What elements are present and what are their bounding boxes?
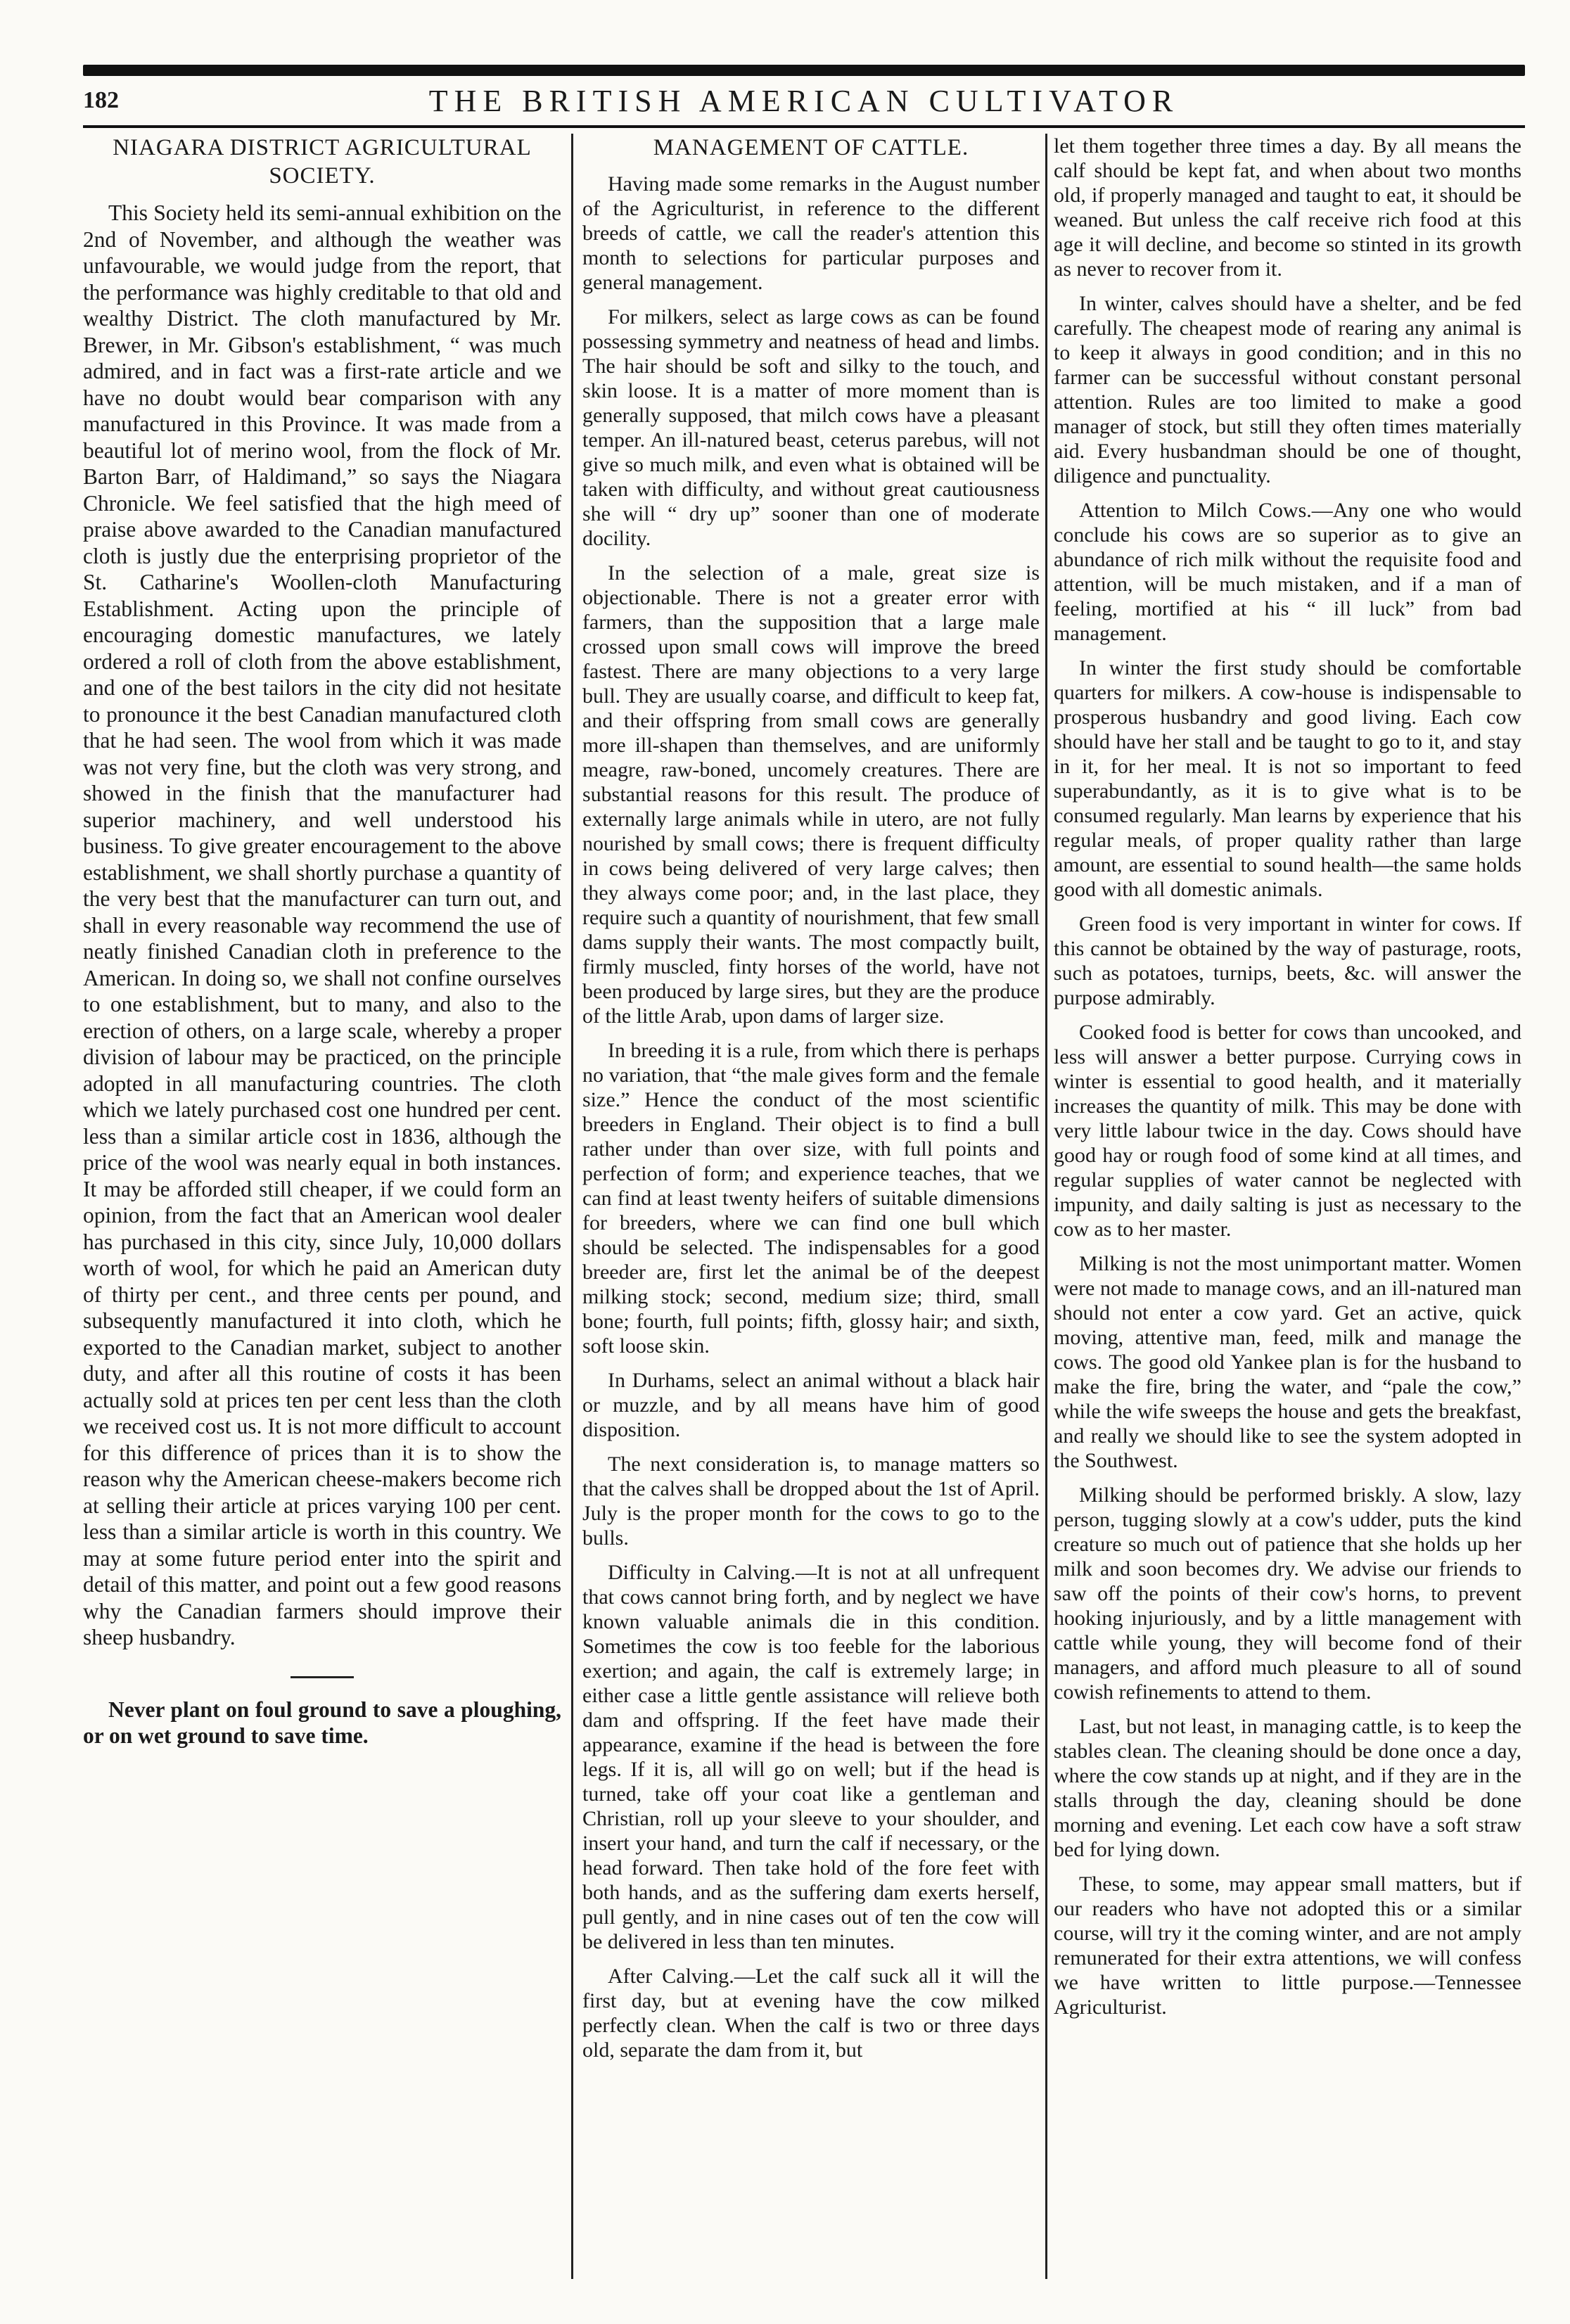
article-paragraph: Having made some remarks in the August number of the Agriculturist, in reference to the different breeds of cattle, we call the reader's attention this month to selections for particular purposes and general management. [582,172,1040,294]
article-paragraph: Difficulty in Calving.—It is not at all unfrequent that cows cannot bring forth, and by neglect we have known valuable animals die in this condition. Sometimes the cow is too feeble for the laborious exertion; and again, the calf is extremely large; in either case a little gentle assistance will relieve both dam and offspring. If the feet have made their appearance, examine if the head is between the fore legs. If it is, all will go on well; but if the head is turned, take off your coat like a gentleman and Christian, roll up your sleeve to your shoulder, and insert your hand, and turn the calf if necessary, or the head forward. Then take hold of the fore feet with both hands, and as the suffering dam exerts herself, pull gently, and in nine cases out of ten the cow will be delivered in less than ten minutes. [582,1561,1040,1953]
column-1 [83,134,561,2272]
top-rule [83,65,1525,76]
column-2 [582,134,1040,2272]
article-paragraph: For milkers, select as large cows as can be found possessing symmetry and neatness of head and limbs. The hair should be soft and silky to the touch, and skin loose. It is a matter of more moment than is generally supposed, that milch cows have a pleasant temper. An ill-natured beast, ceterus parebus, will not give so much milk, and even what is obtained will be taken with difficulty, and without great cautiousness she will “ dry up” sooner than one of moderate docility. [582,305,1040,550]
article-title: MANAGEMENT OF CATTLE. [653,135,969,160]
article-paragraph: After Calving.—Let the calf suck all it will the first day, but at evening have the cow milked perfectly clean. When the calf is two or three days old, separate the dam from it, but [582,1965,1040,2062]
page-number: 182 [83,87,119,113]
column-3 [1054,134,1521,2272]
masthead: THE BRITISH AMERICAN CULTIVATOR [428,84,1180,118]
article-paragraph: Attention to Milch Cows.—Any one who would conclude his cows are so superior as to give an abundance of rich milk without the requisite food and attention, will be much mistaken, and if a man of feeling, mortified at his “ ill luck” from bad management. [1054,499,1521,645]
article-paragraph: In the selection of a male, great size is objectionable. There is not a greater error with farmers, than the supposition that a large male crossed upon small cows will improve the breed fastest. There are many objections to a very large bull. They are usually coarse, and difficult to keep fat, and their offspring from small cows are generally more ill-shapen than themselves, and are uniformly meagre, raw-boned, uncomely creatures. There are substantial reasons for this result. The produce of externally large animals while in utero, are not fully nourished by small cows; there is frequent difficulty in cows being delivered of very large calves; then they always come poor; and, in the last place, they require such a quantity of nourishment, that few small dams supply their wants. The most compactly built, firmly muscled, finty horses of the world, have not been produced by large sires, but they are the produce of the little Arab, upon dams of larger size. [582,561,1040,1028]
column-divider [571,134,573,2279]
article-paragraph: Cooked food is better for cows than uncooked, and less will answer a better purpose. Currying cows in winter is essential to good health, and it materially increases the quantity of milk. This may be done with very little labour twice in the day. Cows should have good hay or rough food of some kind at all times, and regular supplies of water cannot be neglected with impunity, and daily salting is just as necessary to the cow as to her master. [1054,1021,1521,1241]
filler-note: Never plant on foul ground to save a ploughing, or on wet ground to save time. [83,1697,561,1748]
article-paragraph: The next consideration is, to manage matters so that the calves shall be dropped about the 1st of April. July is the proper month for the cows to go to the bulls. [582,1452,1040,1550]
article-paragraph: Milking is not the most unimportant matter. Women were not made to manage cows, and an ill-natured man should not enter a cow yard. Get an active, quick moving, attentive man, feed, milk and manage the cows. The good old Yankee plan is for the husband to make the fire, bring the water, and “pale the cow,” while the wife sweeps the house and gets the breakfast, and really we should like to see the system adopted in the Southwest. [1054,1252,1521,1472]
article-paragraph: In Durhams, select an animal without a black hair or muzzle, and by all means have him of good disposition. [582,1369,1040,1441]
article-paragraph: Green food is very important in winter for cows. If this cannot be obtained by the way of pasturage, roots, such as potatoes, turnips, beets, &c. will answer the purpose admirably. [1054,912,1521,1009]
column-divider [1045,134,1047,2279]
article-paragraph: This Society held its semi-annual exhibition on the 2nd of November, and although the weather was unfavourable, we would judge from the report, that the performance was highly creditable to that old and wealthy District. The cloth manufactured by Mr. Brewer, in Mr. Gibson's establishment, “ was much admired, and in fact was a first-rate article and we have no doubt would bear comparison with any manufactured in this Province. It was made from a beautiful lot of merino wool, from the flock of Mr. Barton Barr, of Haldimand,” so says the Niagara Chronicle. We feel satisfied that the high meed of praise above awarded to the Canadian manufactured cloth is justly due the enterprising proprietor of the St. Catharine's Woollen-cloth Manufacturing Establishment. Acting upon the principle of encouraging domestic manufactures, we lately ordered a roll of cloth from the above establishment, and one of the best tailors in the city did not hesitate to pronounce it the best Canadian manufactured cloth that he had seen. The wool from which it was made was not very fine, but the cloth was very strong, and showed in the finish that the manufacturer had superior machinery, and well understood his business. To give greater encouragement to the above establishment, we shall shortly purchase a quantity of the very best that the manufacturer can turn out, and shall in every reasonable way recommend the use of neatly finished Canadian cloth in preference to the American. In doing so, we shall not confine ourselves to one establishment, but to many, and also to the erection of others, on a large scale, whereby a proper division of labour may be practiced, on the principle adopted in all manufacturing countries. The cloth which we lately purchased cost one hundred per cent. less than a similar article cost in 1836, although the price of the wool was nearly equal in both instances. It may be afforded still cheaper, if we could form an opinion, from the fact that an American wool dealer has purchased in this city, since July, 10,000 dollars worth of wool, for which he paid an American duty of thirty per cent., and three cents per pound, and subsequently manufactured it into cloth, which he exported to the Canadian market, subject to another duty, and after all this routine of costs it has been actually sold at prices ten per cent less than the cloth we received cost us. It is not more difficult to account for this difference of prices than it is to show the reason why the American cheese-makers become rich at selling their article at prices varying 100 per cent. less than a similar article is worth in this country. We may at some future period enter into the spirit and detail of this matter, and point out a few good reasons why the Canadian farmers should improve their sheep husbandry. [83,200,561,1649]
article-paragraph: Last, but not least, in managing cattle, is to keep the stables clean. The cleaning should be done once a day, where the cow stands up at night, and if they are in the stalls through the day, cleaning should be done morning and evening. Let each cow have a soft straw bed for lying down. [1054,1715,1521,1861]
article-paragraph: These, to some, may appear small matters, but if our readers who have not adopted this or a similar course, will try it the coming winter, and are not amply remunerated for their extra attentions, we will confess we have written to little purpose.—Tennessee Agriculturist. [1054,1872,1521,2019]
article-paragraph: Milking should be performed briskly. A slow, lazy person, tugging slowly at a cow's udder, puts the kind creature so much out of patience that she holds up her milk and soon becomes dry. We advise our friends to saw off the points of their cow's horns, to prevent hooking injuriously, and by a little management with cattle while young, they will become fond of their managers, and afford much pleasure to all of sound cowish refinements to attend to them. [1054,1483,1521,1704]
article-paragraph: In breeding it is a rule, from which there is perhaps no variation, that “the male gives form and the female size.” Hence the conduct of the most scientific breeders in England. Their object is to find a bull rather under than over size, with full points and perfection of form; and experience teaches, that we can find at least twenty heifers of suitable dimensions for breeders, where we can find one bull which should be selected. The indispensables for a good breeder are, first let the animal be of the deepest milking stock; second, medium size; third, small bone; fourth, full points; fifth, glossy hair; and sixth, soft loose skin. [582,1039,1040,1358]
article-paragraph: In winter the first study should be comfortable quarters for milkers. A cow-house is indispensable to prosperous husbandry and good living. Each cow should have her stall and be taught to go to it, and stay in it, for her meal. It is not so important to feed superabundantly, as it is to give what is to be consumed regularly. Man learns by experience that his regular meals, of proper quality rather than large amount, are essential to sound health—the same holds good with all domestic animals. [1054,656,1521,901]
separator [291,1676,354,1678]
article-title: NIAGARA DISTRICT AGRICULTURAL SOCIETY. [113,135,532,189]
article-paragraph: let them together three times a day. By all means the calf should be kept fat, and when about two months old, if properly managed and taught to eat, it should be weaned. But unless the calf receive rich food at this age it will decline, and become so stinted in its growth as never to recover from it. [1054,134,1521,281]
article-paragraph: In winter, calves should have a shelter, and be fed carefully. The cheapest mode of rearing any animal is to keep it always in good condition; and in this no farmer can be successful without constant personal attention. Rules are too limited to make a good manager of stock, but still they often times materially aid. Every husbandman should be one of thought, diligence and punctuality. [1054,292,1521,487]
page-header [83,83,1525,128]
